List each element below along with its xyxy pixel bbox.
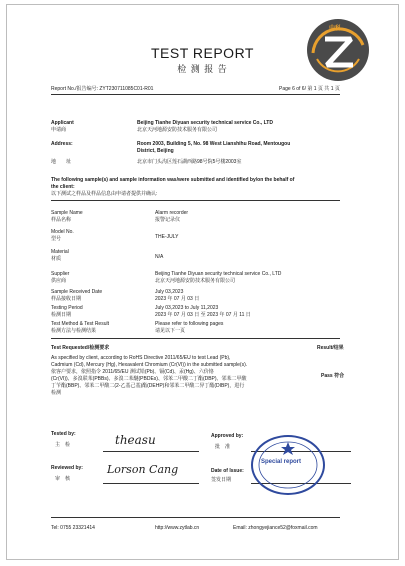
header-divider <box>51 94 340 95</box>
field-value: Alarm recorder <box>155 210 189 216</box>
report-title-cn: 检 测 报 告 <box>177 64 228 74</box>
field-value: N/A <box>155 254 164 260</box>
field-label: Model No. <box>51 229 74 235</box>
address-value-line2: District, Beijing <box>137 148 174 154</box>
applicant-label-cn: 申请商 <box>51 127 67 133</box>
report-number: Report No./报告编号: ZYT230711085C01-R01 <box>51 86 154 92</box>
test-requested-cn-line3: 丁苄酯(BBP)、邻苯二甲酸二(2-乙基己基)酯(DEHP)和邻苯二甲酸二异丁酯(DIBP)，进行 <box>51 383 245 389</box>
field-label-cn: 材质 <box>51 256 62 262</box>
field-value-cn: 报警记录仪 <box>155 217 181 223</box>
reviewed-by-label: Reviewed by: <box>51 465 83 471</box>
address-label-cn: 地 址 <box>51 159 72 165</box>
reviewed-by-label-cn: 审 核 <box>55 476 71 482</box>
field-value: Please refer to following pages <box>155 321 224 327</box>
approved-by-label: Approved by: <box>211 433 244 439</box>
intro-line-cn: 以下测试之样品及样品信息由申请者提供并确认: <box>51 191 158 197</box>
report-title: TEST REPORT <box>150 45 254 61</box>
test-requested-label: Test Requested/检测要求 <box>51 345 110 351</box>
stamp-ring-icon <box>253 437 323 493</box>
footer-email[interactable]: Email: zhongyejiance52@foxmail.com <box>233 525 318 531</box>
address-value-cn: 北京市门头沟区莲石湖西路98号院5号楼2003室 <box>137 159 242 165</box>
tested-by-line <box>103 451 199 452</box>
test-requested-en-line2: Cadmium (Cd), Mercury (Hg), Hexavalent Chromium (Cr(VI)) in the submitted sample(s). <box>51 362 248 368</box>
intro-divider <box>51 200 340 201</box>
field-label: Sample Name <box>51 210 83 216</box>
applicant-value-cn: 北京天河地源安防技术服务有限公司 <box>137 127 218 133</box>
field-label-cn: 样品接收日期 <box>51 296 82 302</box>
test-requested-cn-line1: 依客户要求，依照指令 2011/65/EU 测试铅(Pb)、镉(Cd)、汞(Hg)、六价铬 <box>51 369 214 375</box>
field-label-cn: 样品名称 <box>51 217 72 223</box>
address-value-line1: Room 2003, Building 5, No. 98 West Lianshihu Road, Mentougou <box>137 141 291 147</box>
field-value-cn: 北京天河地源安防技术服务有限公司 <box>155 278 236 284</box>
field-label: Material <box>51 249 69 255</box>
field-label-cn: 检测日期 <box>51 312 72 318</box>
intro-line2: the client: <box>51 184 75 190</box>
test-requested-cn-line2: (Cr(VI))、多溴联苯(PBBs)、多溴二苯醚(PBDEs)、邻苯二甲酸二丁酯(DBP)、邻苯二甲酸 <box>51 376 247 382</box>
field-value: July 03,2023 <box>155 289 184 295</box>
date-of-issue-label: Date of Issue: <box>211 468 244 474</box>
approved-by-label-cn: 批 准 <box>215 444 231 450</box>
report-page <box>6 4 399 560</box>
result-label: Result/结果 <box>317 345 344 351</box>
field-label: Test Method & Test Result <box>51 321 109 327</box>
footer-website[interactable]: http://www.zytlab.cn <box>155 525 200 531</box>
field-label-cn: 检测方法与检测结果 <box>51 328 97 334</box>
test-requested-cn-line4: 检测 <box>51 390 62 396</box>
test-requested-en-line1: As specified by client, according to RoHS Directive 2011/65/EU to test Lead (Pb), <box>51 355 231 361</box>
tested-by-label-cn: 主 检 <box>55 442 71 448</box>
tested-by-label: Tested by: <box>51 431 76 437</box>
tested-by-signature: theasu <box>115 433 156 447</box>
field-value: Beijing Tianhe Diyuan security technical service Co., LTD <box>155 271 282 277</box>
logo-text: 中科 <box>329 26 342 32</box>
applicant-label: Applicant <box>51 120 74 126</box>
field-value: July 03,2023 to July 11,2023 <box>155 305 219 311</box>
intro-line1: The following sample(s) and sample information was/were submitted and identified by/on the behalf of <box>51 177 295 183</box>
field-value-cn: 请见以下一页 <box>155 328 186 334</box>
official-stamp <box>251 435 325 495</box>
footer-tel: Tel: 0755 23321414 <box>51 525 95 531</box>
footer-divider <box>51 517 340 518</box>
field-value-cn: 2023 年 07 月 03 日 <box>155 296 200 302</box>
stamp-text: Special report <box>261 459 302 465</box>
reviewed-by-signature: Lorson Cang <box>107 463 179 476</box>
field-value-cn: 2023 年 07 月 03 日 至 2023 年 07 月 11 日 <box>155 312 251 318</box>
field-label: Testing Period <box>51 305 83 311</box>
field-label-cn: 型号 <box>51 236 62 242</box>
applicant-value: Beijing Tianhe Diyuan security technical service Co., LTD <box>137 120 273 126</box>
page-number: Page 6 of 6/ 第 1 页 共 1 页 <box>279 86 340 92</box>
address-label: Address: <box>51 141 73 147</box>
date-of-issue-label-cn: 签发日期 <box>211 477 232 483</box>
field-label-cn: 供应商 <box>51 278 67 284</box>
field-label: Sample Received Date <box>51 289 103 295</box>
field-label: Supplier <box>51 271 70 277</box>
result-value: Pass 符合 <box>321 373 345 379</box>
reviewed-by-line <box>103 483 199 484</box>
fields-divider <box>51 338 340 339</box>
field-value: THE-JULY <box>155 234 179 240</box>
